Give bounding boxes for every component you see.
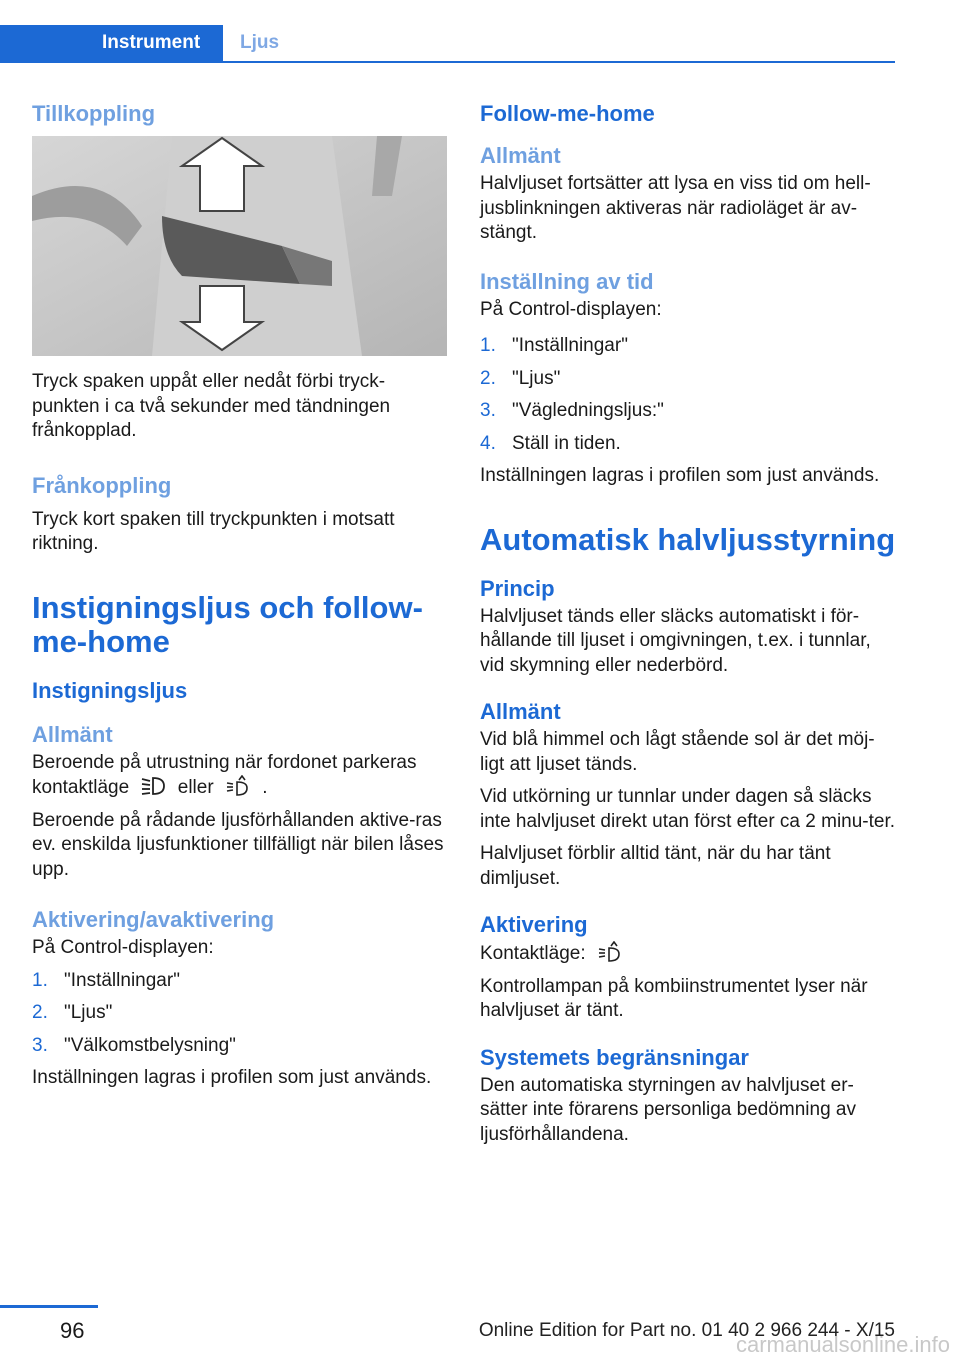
heading-tillkoppling: Tillkoppling: [32, 101, 156, 126]
para-parking-eller: eller: [177, 777, 214, 798]
list-item: 3. "Välkomstbelysning": [32, 1034, 236, 1056]
footer-accent-line: [0, 1305, 98, 1308]
stalk-illustration: [32, 136, 447, 356]
para-control-display-right: På Control-displayen:: [480, 298, 662, 320]
ignition-position-2-icon: [225, 775, 251, 797]
subtitle-begransningar: Systemets begränsningar: [480, 1044, 749, 1070]
heading-allmant-right: Allmänt: [480, 143, 561, 168]
section-title-automatisk: Automatisk halvljusstyrning: [480, 521, 896, 557]
para-profile-right: Inställningen lagras i profilen som just används.: [480, 465, 880, 486]
subtitle-instigningsljus: Instigningsljus: [32, 677, 188, 703]
steps-list-left: [32, 969, 450, 1059]
list-item: 1. "Inställningar": [32, 969, 180, 991]
para-parking-text: Beroende på utrustning när fordonet parkeras kontaktläge: [32, 751, 417, 798]
heading-frankoppling: Frånkoppling: [32, 472, 172, 498]
para-kontaktlage-text: Kontaktläge:: [480, 943, 586, 964]
header-tabbar: [0, 25, 895, 63]
steps-list-right: [480, 334, 898, 456]
para-tillkoppling: Tryck spaken uppåt eller nedåt förbi tryck-punkten i ca två sekunder med tändningen frånkopplad.: [32, 371, 391, 441]
subtitle-follow-me-home: Follow-me-home: [480, 101, 655, 126]
subtitle-princip: Princip: [480, 575, 555, 601]
heading-installning-av-tid: Inställning av tid: [480, 268, 654, 294]
heading-aktivering-avaktivering: Aktivering/avaktivering: [32, 907, 275, 932]
para-parking-end: .: [262, 777, 268, 798]
subtitle-aktivering: Aktivering: [480, 912, 588, 937]
para-follow-me-home: Halvljuset fortsätter att lysa en viss tid om hell-jusblinkningen aktiveras när radioläget är av-stängt.: [480, 173, 871, 243]
para-dimljus: Halvljuset förblir alltid tänt, när du har tänt dimljuset.: [480, 843, 831, 889]
para-control-display: På Control-displayen:: [32, 937, 214, 958]
list-item: 4. Ställ in tiden.: [480, 432, 621, 454]
section-title-instigningsljus: Instigningsljus och follow-me-home: [32, 589, 423, 659]
para-princip: Halvljuset tänds eller släcks automatiskt i för-hållande till ljuset i omgivningen, t.ex. i tunnlar, vid skymning eller nederbörd.: [480, 605, 871, 676]
para-frankoppling: Tryck kort spaken till tryckpunkten i motsatt riktning.: [32, 508, 395, 554]
para-parking: [32, 751, 450, 801]
heading-allmant: Allmänt: [32, 721, 113, 747]
page-number: 96: [60, 1318, 85, 1343]
left-column: [32, 100, 450, 1099]
para-tunnlar: Vid utkörning ur tunnlar under dagen så släcks inte halvljuset direkt utan först efter ca 2 minu-ter.: [480, 786, 896, 832]
list-item: 2. "Ljus": [32, 1002, 113, 1023]
list-item: 3. "Vägledningsljus:": [480, 400, 664, 421]
para-bla-himmel: Vid blå himmel och lågt stående sol är det möj-ligt att ljuset tänds.: [480, 729, 875, 775]
lever-arrows-icon: [32, 136, 447, 356]
list-item: 1. "Inställningar": [480, 335, 628, 356]
subtitle-allmant-auto: Allmänt: [480, 699, 561, 724]
list-item: 2. "Ljus": [480, 367, 561, 389]
ignition-position-1-icon: [140, 775, 166, 797]
para-profile-left: Inställningen lagras i profilen som just används.: [32, 1067, 432, 1088]
right-column: [480, 100, 898, 1155]
para-light-conditions: Beroende på rådande ljusförhållanden aktive-ras ev. enskilda ljusfunktioner tillfälligt när bilen låses upp.: [32, 809, 444, 880]
para-kontrollampan: Kontrollampan på kombiinstrumentet lyser när halvljuset är tänt.: [480, 975, 868, 1021]
ignition-position-2-icon: [597, 941, 623, 963]
footer-edition: Online Edition for Part no. 01 40 2 966 244 - X/15: [478, 1320, 895, 1341]
tab-ljus[interactable]: Ljus: [240, 32, 280, 53]
tab-instrument[interactable]: Instrument: [0, 25, 223, 61]
para-begransningar: Den automatiska styrningen av halvljuset er-sätter inte förarens personliga bedömning av ljusförhållandena.: [480, 1074, 857, 1145]
watermark: carmanualsonline.info: [735, 1332, 950, 1357]
para-kontaktlage: [480, 941, 898, 967]
